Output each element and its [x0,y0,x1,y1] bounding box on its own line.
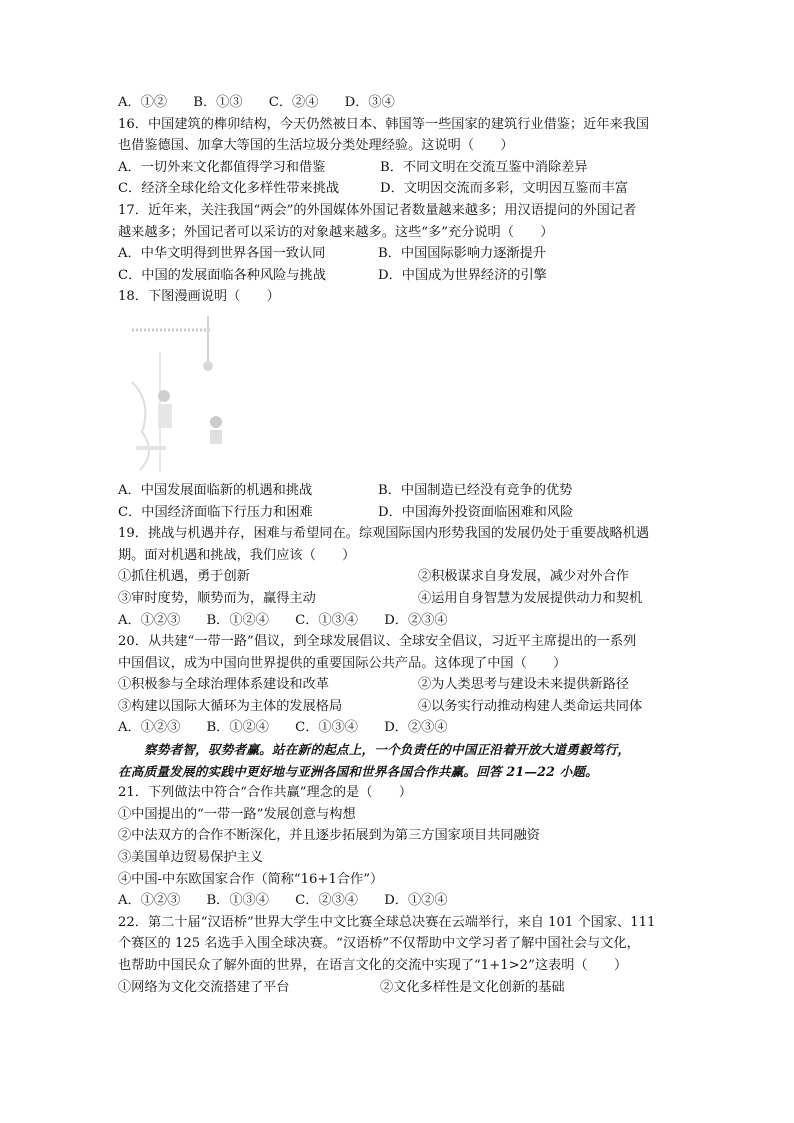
q16-stem-line-2: 也借鉴德国、加拿大等国的生活垃圾分类处理经验。这说明（ ） [118,138,514,154]
item-4: ④运用自身智慧为发展提供动力和契机 [418,590,643,606]
q19-stem-line-1: 19．挑战与机遇并存，困难与希望同在。综观国际国内形势我国的发展仍处于重要战略机遇 [118,526,650,542]
item-3: ③构建以国际大循环为主体的发展格局 [118,698,343,714]
passage-line-1: 察势者智，驭势者赢。站在新的起点上，一个负责任的中国正沿着开放大道勇毅笃行， [144,742,631,758]
option-b: B．①②④ [206,612,269,628]
q21-item-4: ④中国-中东欧国家合作（简称“16+1合作”） [118,871,384,887]
option-d: D．②③④ [384,612,448,628]
option-c: C．①③④ [295,612,358,628]
q16-options-row-2 [118,178,688,200]
q21-options [118,890,688,912]
q19-items-row-2 [118,588,688,610]
option-a: A．①②③ [118,612,181,628]
q22-stem-line-2: 个赛区的 125 名选手入围全球决赛。“汉语桥”不仅帮助中文学习者了解中国社会与文化， [118,936,640,952]
q19-stem-line-2: 期。面对机遇和挑战，我们应该（ ） [118,547,356,563]
option-a: A．一切外来文化都值得学习和借鉴 [118,159,326,175]
item-1: ①抓住机遇，勇于创新 [118,569,250,585]
q22-stem-line-1: 22．第二十届“汉语桥”世界大学生中文比赛全球总决赛在云端举行，来自 101 个国家、111 [118,914,656,930]
option-d: D．①②④ [384,893,448,909]
item-2: ②积极谋求自身发展，减少对外合作 [418,569,629,585]
option-b: B．中国制造已经没有竞争的优势 [378,482,573,498]
item-3: ③审时度势，顺势而为，赢得主动 [118,590,316,606]
item-1: ①积极参与全球治理体系建设和改革 [118,677,329,693]
option-b: B．①③ [193,95,243,110]
q15-options [118,92,688,114]
q19-items-row-1 [118,566,688,588]
q21-item-2: ②中法双方的合作不断深化，并且逐步拓展到为第三方国家项目共同融资 [118,828,540,844]
cartoon-image [122,312,227,472]
q21-item-1: ①中国提出的“一带一路”发展创意与构想 [118,806,356,822]
option-a: A．①② [118,95,168,110]
q18-stem: 18．下图漫画说明（ ） [118,289,280,305]
option-d: D．中国海外投资面临困难和风险 [378,504,574,520]
q20-options [118,717,688,739]
item-2: ②为人类思考与建设未来提供新路径 [418,677,629,693]
q18-options-row-2 [118,502,688,524]
option-b: B．不同文明在交流互鉴中消除差异 [380,159,588,175]
option-b: B．①③④ [206,893,269,909]
q20-items-row-2 [118,696,688,718]
q22-stem-line-3: 也帮助中国民众了解外面的世界，在语言文化的交流中实现了“1+1>2”这表明（ ） [118,958,628,973]
item-1: ①网络为文化交流搭建了平台 [118,979,290,995]
q20-stem-line-2: 中国倡议，成为中国向世界提供的重要国际公共产品。这体现了中国（ ） [118,655,567,671]
option-c: C．②④ [268,95,319,110]
option-a: A．①②③ [118,893,181,909]
passage-line-2: 在高质量发展的实践中更好地与亚洲各国和世界各国合作共赢。回答 21—22 小题。 [118,763,599,779]
exam-page [118,92,688,998]
option-c: C．①③④ [295,720,358,736]
q17-stem-line-1: 17．近年来，关注我国“两会”的外国媒体外国记者数量越来越多；用汉语提问的外国记者 [118,202,637,218]
option-c: C．中国的发展面临各种风险与挑战 [118,267,326,283]
q16-stem-line-1: 16．中国建筑的榫卯结构，今天仍然被日本、韩国等一些国家的建筑行业借鉴；近年来我国 [118,116,650,132]
option-d: D．文明因交流而多彩，文明因互鉴而丰富 [380,181,628,197]
option-c: C．中国经济面临下行压力和困难 [118,504,313,520]
option-d: D．中国成为世界经济的引擎 [378,267,547,283]
q17-options-row-1 [118,243,688,265]
option-b: B．中国国际影响力逐渐提升 [378,246,546,262]
q17-stem-line-2: 越来越多；外国记者可以采访的对象越来越多。这些“多”充分说明（ ） [118,224,554,240]
q22-items-row-1 [118,977,688,999]
option-c: C．经济全球化给文化多样性带来挑战 [118,181,340,197]
option-d: D．③④ [344,95,395,110]
q20-stem-line-1: 20．从共建“一带一路”倡议，到全球发展倡议、全球安全倡议，习近平主席提出的一系列 [118,634,637,650]
option-a: A．①②③ [118,720,181,736]
item-4: ④以务实行动推动构建人类命运共同体 [418,698,643,714]
q21-item-3: ③美国单边贸易保护主义 [118,850,264,866]
option-d: D．②③④ [384,720,448,736]
q20-items-row-1 [118,674,688,696]
q18-options-row-1 [118,480,688,502]
option-c: C．②③④ [295,893,358,909]
q17-options-row-2 [118,265,688,287]
q16-options-row-1 [118,157,688,179]
q21-stem: 21．下列做法中符合“合作共赢”理念的是（ ） [118,785,413,801]
option-b: B．①②④ [206,720,269,736]
item-2: ②文化多样性是文化创新的基础 [380,979,565,995]
option-a: A．中华文明得到世界各国一致认同 [118,246,326,262]
option-a: A．中国发展面临新的机遇和挑战 [118,482,313,498]
q19-options [118,610,688,632]
